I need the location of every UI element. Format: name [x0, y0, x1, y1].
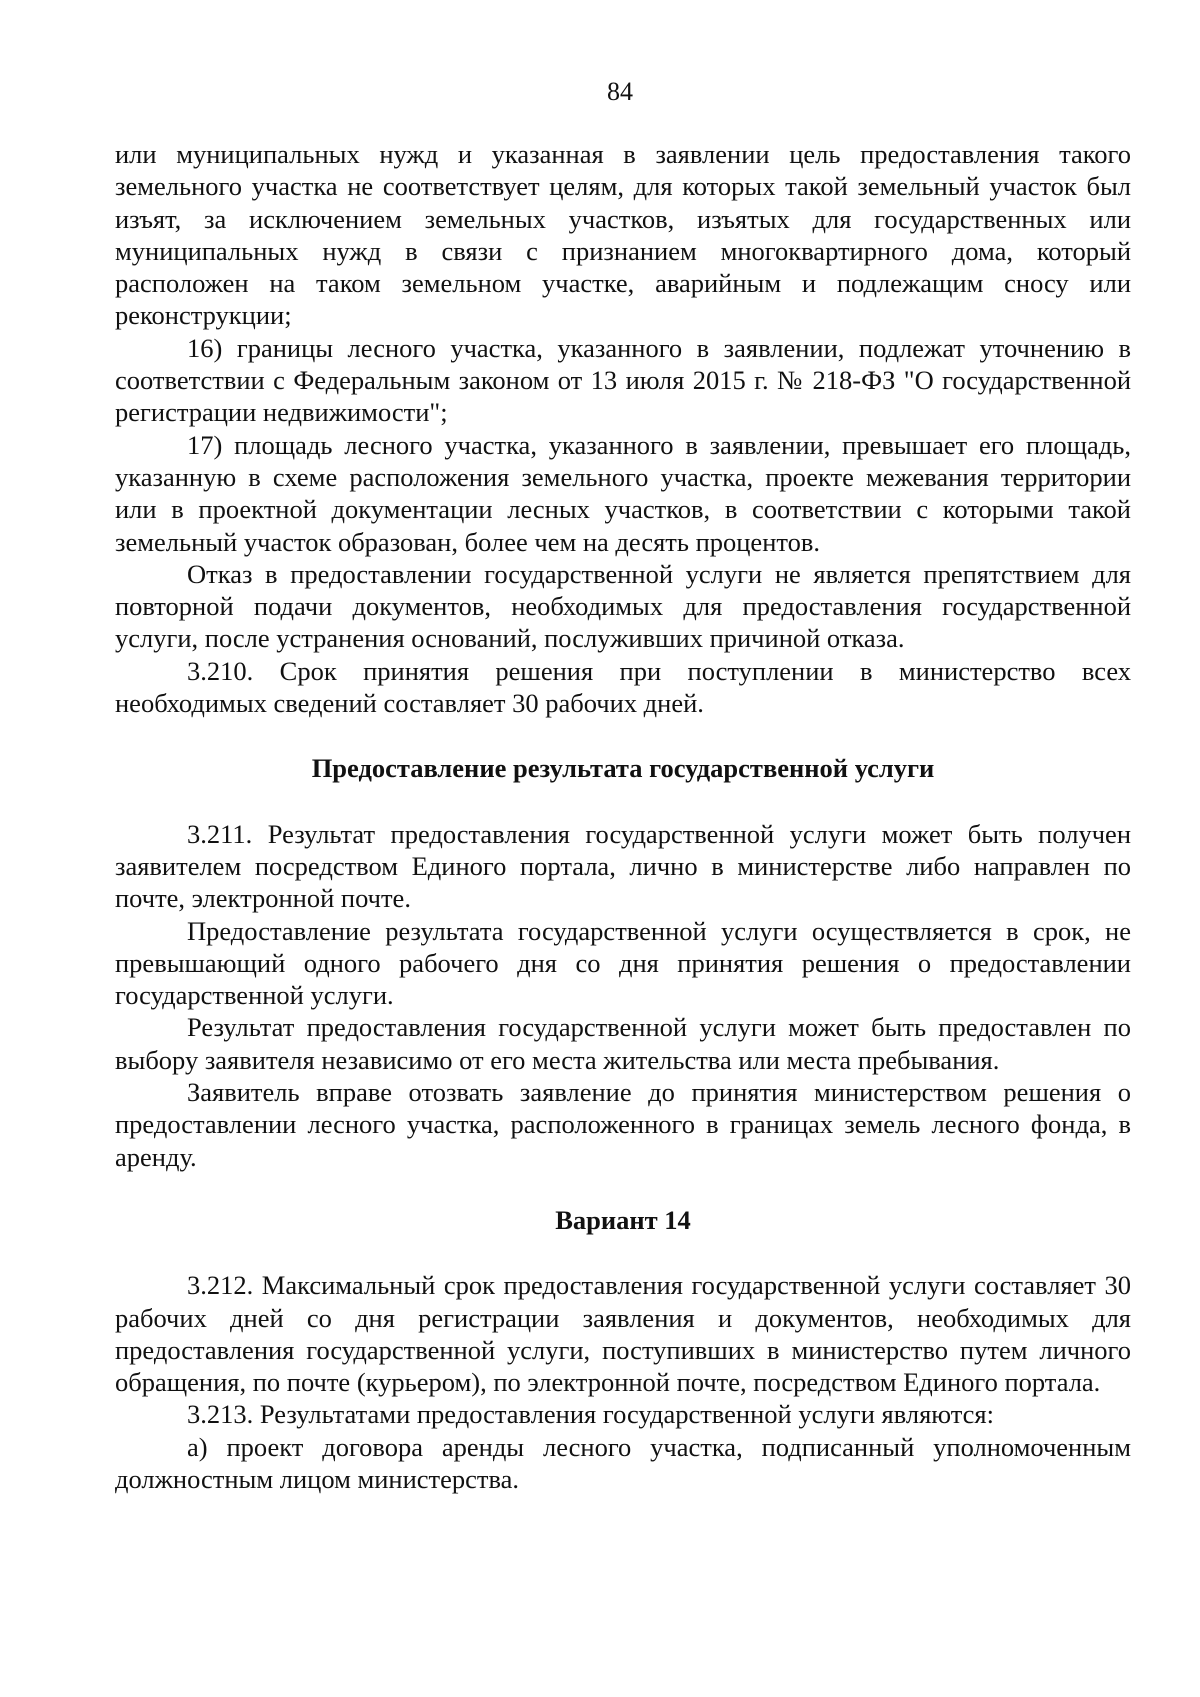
paragraph-3-212: 3.212. Максимальный срок предоставления государственной услуги составляет 30 рабочих дней со дня регистрации заявления и документов, необходимых для предоставления государственной услуги, поступивших в министерство путем личного обращения, по почте (курьером), по электронной почте, посредством Единого портала.	[115, 1270, 1131, 1398]
paragraph-item-a: а) проект договора аренды лесного участка, подписанный уполномоченным должностным лицом министерства.	[115, 1431, 1131, 1494]
page-number: 84	[607, 77, 633, 106]
paragraph-continuation: или муниципальных нужд и указанная в заявлении цель предоставления такого земельного участка не соответствует целям, для которых такой земельный участок был изъят, за исключением земельных участков, изъятых для государственных или муниципальных нужд в связи с признанием многоквартирного дома, который расположен на таком земельном участке, аварийным и подлежащим сносу или реконструкции;	[115, 139, 1131, 331]
paragraph-item-16: 16) границы лесного участка, указанного в заявлении, подлежат уточнению в соответствии с Федеральным законом от 13 июля 2015 г. № 218-ФЗ "О государственной регистрации недвижимости";	[115, 332, 1131, 428]
paragraph-result-deadline: Предоставление результата государственной услуги осуществляется в срок, не превышающий одного рабочего дня со дня принятия решения о предоставлении государственной услуги.	[115, 915, 1131, 1011]
document-body	[115, 138, 1131, 1495]
section-heading-result: Предоставление результата государственной услуги	[311, 753, 935, 784]
paragraph-withdraw: Заявитель вправе отозвать заявление до принятия министерством решения о предоставлении лесного участка, расположенного в границах земель лесного фонда, в аренду.	[115, 1077, 1131, 1172]
section-heading-variant-14: Вариант 14	[555, 1204, 691, 1235]
paragraph-3-210: 3.210. Срок принятия решения при поступлении в министерство всех необходимых сведений составляет 30 рабочих дней.	[115, 655, 1131, 719]
paragraph-refusal-note: Отказ в предоставлении государственной услуги не является препятствием для повторной подачи документов, необходимых для предоставления государственной услуги, после устранения оснований, послуживших причиной отказа.	[115, 558, 1131, 654]
paragraph-3-211: 3.211. Результат предоставления государственной услуги может быть получен заявителем посредством Единого портала, лично в министерстве либо направлен по почте, электронной почте.	[115, 818, 1131, 914]
paragraph-result-choice: Результат предоставления государственной услуги может быть предоставлен по выбору заявителя независимо от его места жительства или места пребывания.	[115, 1012, 1131, 1075]
paragraph-3-213: 3.213. Результатами предоставления государственной услуги являются:	[187, 1399, 994, 1430]
paragraph-item-17: 17) площадь лесного участка, указанного в заявлении, превышает его площадь, указанную в схеме расположения земельного участка, проекте межевания территории или в проектной документации лесных участков, в соответствии с которыми такой земельный участок образован, более чем на десять процентов.	[115, 429, 1131, 557]
